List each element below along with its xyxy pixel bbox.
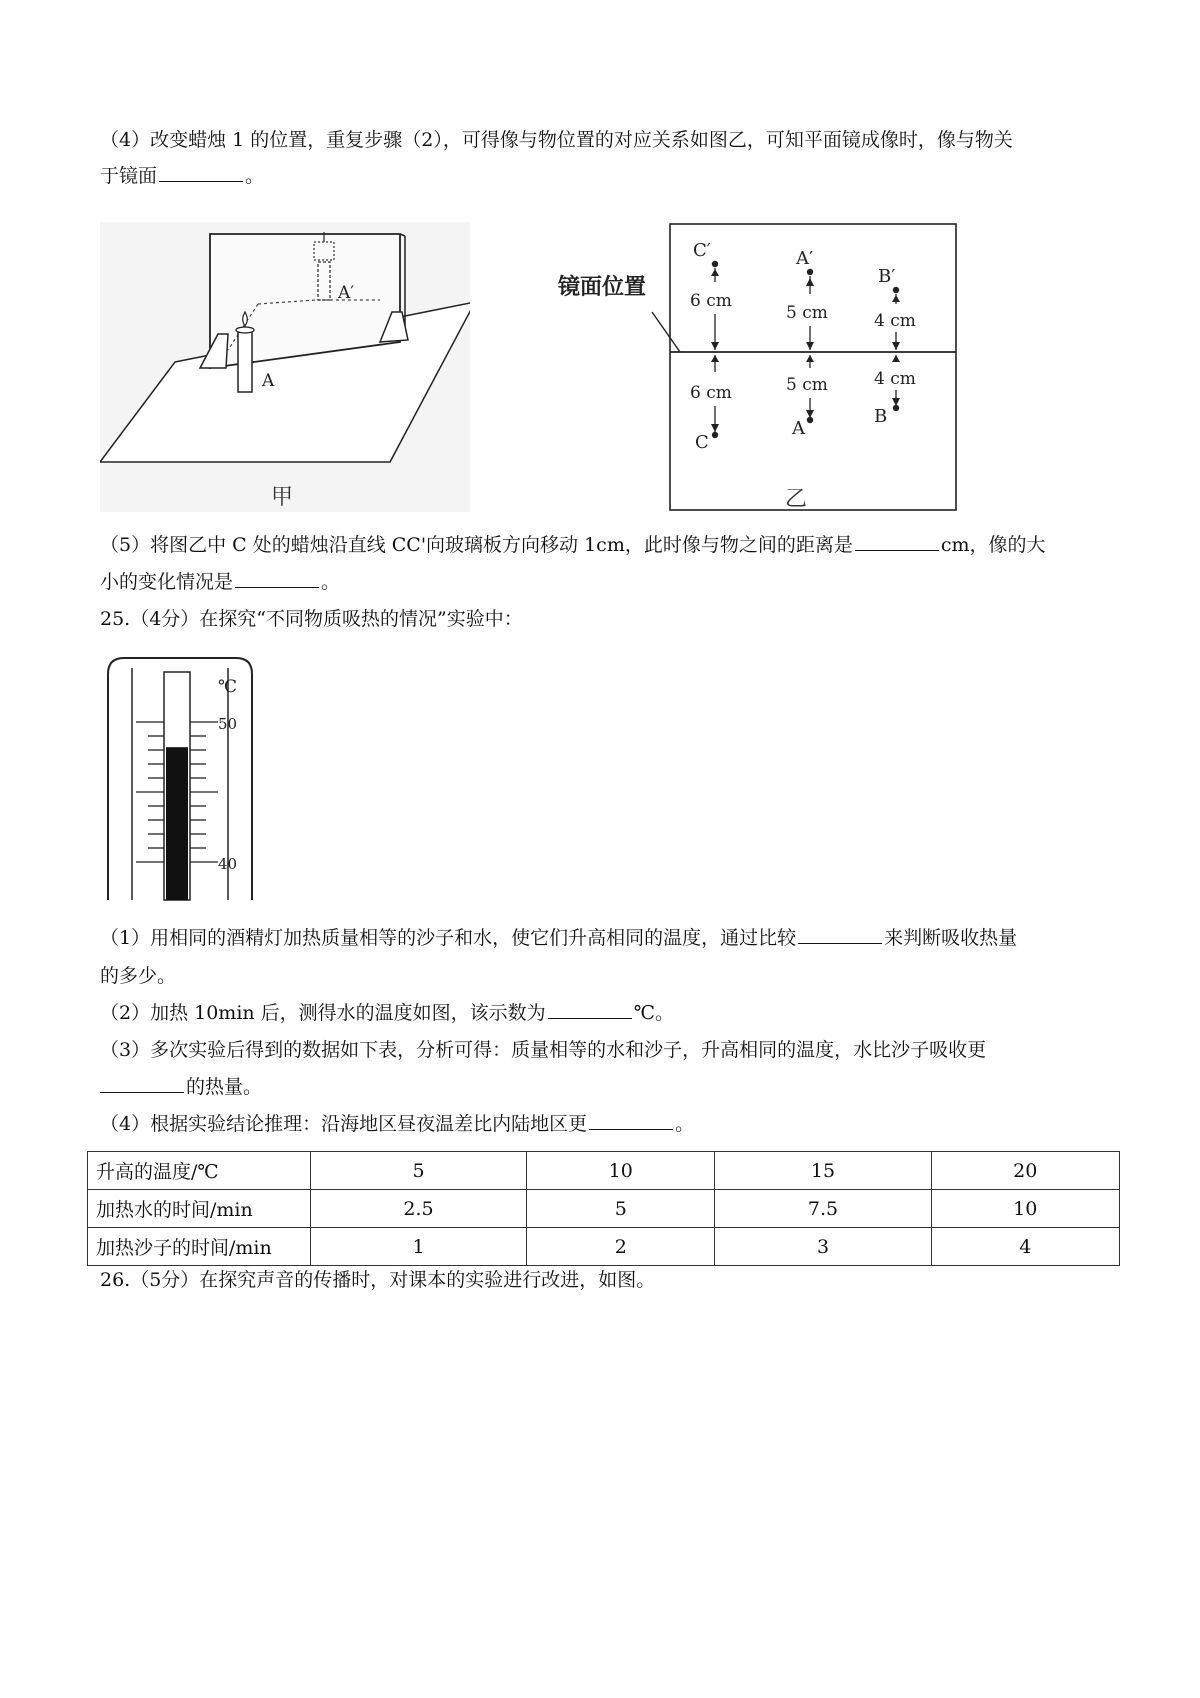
table-cell: 7.5	[715, 1190, 931, 1228]
q24-4-line2	[100, 162, 264, 190]
q25-1-text-end: 来判断吸收热量	[884, 927, 1018, 949]
table-row	[88, 1190, 1120, 1228]
answer-blank	[855, 532, 939, 551]
thermometer-figure	[100, 650, 260, 906]
table-cell: 3	[715, 1228, 931, 1266]
point-b-prime	[893, 287, 899, 293]
table-cell: 5	[311, 1152, 527, 1190]
table-row	[88, 1152, 1120, 1190]
caption-yi: 乙	[785, 487, 808, 512]
unit-label: ℃	[218, 677, 238, 697]
q25-2-text: （2）加热 10min 后，测得水的温度如图，该示数为	[100, 1002, 546, 1024]
point-b	[893, 405, 899, 411]
q24-5-line2-end: 。	[321, 571, 341, 593]
q24-5-text-end: cm，像的大	[940, 534, 1046, 556]
figure-yi	[540, 222, 960, 512]
q25-1-text: （1）用相同的酒精灯加热质量相等的沙子和水，使它们升高相同的温度，通过比较	[100, 927, 797, 949]
row-header: 升高的温度/℃	[88, 1152, 311, 1190]
point-c	[712, 432, 718, 438]
row-header: 加热水的时间/min	[88, 1190, 311, 1228]
label-b-prime: B′	[878, 266, 896, 287]
table-cell: 1	[311, 1228, 527, 1266]
label-a-2: A	[792, 418, 805, 439]
table-cell: 15	[715, 1152, 931, 1190]
caption-jia: 甲	[271, 485, 294, 510]
label-a-prime: A′	[338, 283, 355, 303]
q25-4	[100, 1110, 694, 1138]
dist-a-bottom: 5 cm	[786, 375, 828, 395]
table-cell: 4	[931, 1228, 1119, 1266]
flame-icon	[243, 312, 248, 326]
q25-2	[100, 999, 674, 1027]
label-a-prime-2: A′	[796, 248, 814, 269]
label-c: C	[695, 432, 709, 453]
point-a-prime	[807, 269, 813, 275]
label-b: B	[874, 406, 888, 427]
table-cell: 5	[527, 1190, 715, 1228]
point-c-prime	[712, 261, 718, 267]
q25-2-text-end: ℃。	[633, 1002, 674, 1024]
q25-3-line1: （3）多次实验后得到的数据如下表，分析可得：质量相等的水和沙子，升高相同的温度，水比沙子吸收更	[100, 1039, 987, 1061]
answer-blank	[798, 925, 882, 944]
answer-blank	[159, 163, 243, 182]
q24-5-line2-text: 小的变化情况是	[100, 571, 234, 593]
label-c-prime: C′	[693, 240, 711, 261]
label-a: A	[262, 371, 275, 391]
tick-label-50: 50	[218, 715, 238, 733]
q25-1-line2: 的多少。	[100, 965, 177, 987]
table-cell: 10	[931, 1190, 1119, 1228]
candle-a	[238, 330, 252, 392]
q25-3-text-end: 的热量。	[186, 1076, 263, 1098]
table-cell: 2	[527, 1228, 715, 1266]
q24-4-line1: （4）改变蜡烛 1 的位置，重复步骤（2），可得像与物位置的对应关系如图乙，可知平面镜成像时，像与物关	[100, 129, 1013, 151]
q24-5-text: （5）将图乙中 C 处的蜡烛沿直线 CC'向玻璃板方向移动 1cm，此时像与物之间的距离是	[100, 534, 853, 556]
table-cell: 2.5	[311, 1190, 527, 1228]
dist-a-top: 5 cm	[786, 303, 828, 323]
mercury-column	[166, 747, 188, 900]
answer-blank	[100, 1074, 184, 1093]
q25-3-line2	[100, 1073, 262, 1101]
mirror-label: 镜面位置	[558, 274, 647, 300]
q24-4-line2-text: 于镜面	[100, 165, 158, 187]
tick-label-40: 40	[218, 855, 238, 873]
q24-5-line1	[100, 531, 1046, 559]
dist-b-bottom: 4 cm	[874, 369, 916, 389]
q24-4-line2-end: 。	[245, 165, 265, 187]
q24-5-line2	[100, 568, 340, 596]
answer-blank	[548, 1000, 632, 1019]
dist-b-top: 4 cm	[874, 311, 916, 331]
figure-jia	[100, 222, 470, 512]
q25-title: 25.（4分）在探究“不同物质吸热的情况”实验中：	[100, 608, 523, 630]
answer-blank	[235, 569, 319, 588]
answer-blank	[589, 1111, 673, 1130]
row-header: 加热沙子的时间/min	[88, 1228, 311, 1266]
table-cell: 10	[527, 1152, 715, 1190]
dist-c-top: 6 cm	[690, 291, 732, 311]
data-table	[87, 1151, 1120, 1266]
point-a	[807, 417, 813, 423]
q25-1-line1	[100, 924, 1017, 952]
dist-c-bottom: 6 cm	[690, 383, 732, 403]
q25-4-text: （4）根据实验结论推理：沿海地区昼夜温差比内陆地区更	[100, 1113, 588, 1135]
q25-4-text-end: 。	[675, 1113, 695, 1135]
table-cell: 20	[931, 1152, 1119, 1190]
table-row	[88, 1228, 1120, 1266]
q26-title: 26.（5分）在探究声音的传播时，对课本的实验进行改进，如图。	[100, 1269, 656, 1291]
